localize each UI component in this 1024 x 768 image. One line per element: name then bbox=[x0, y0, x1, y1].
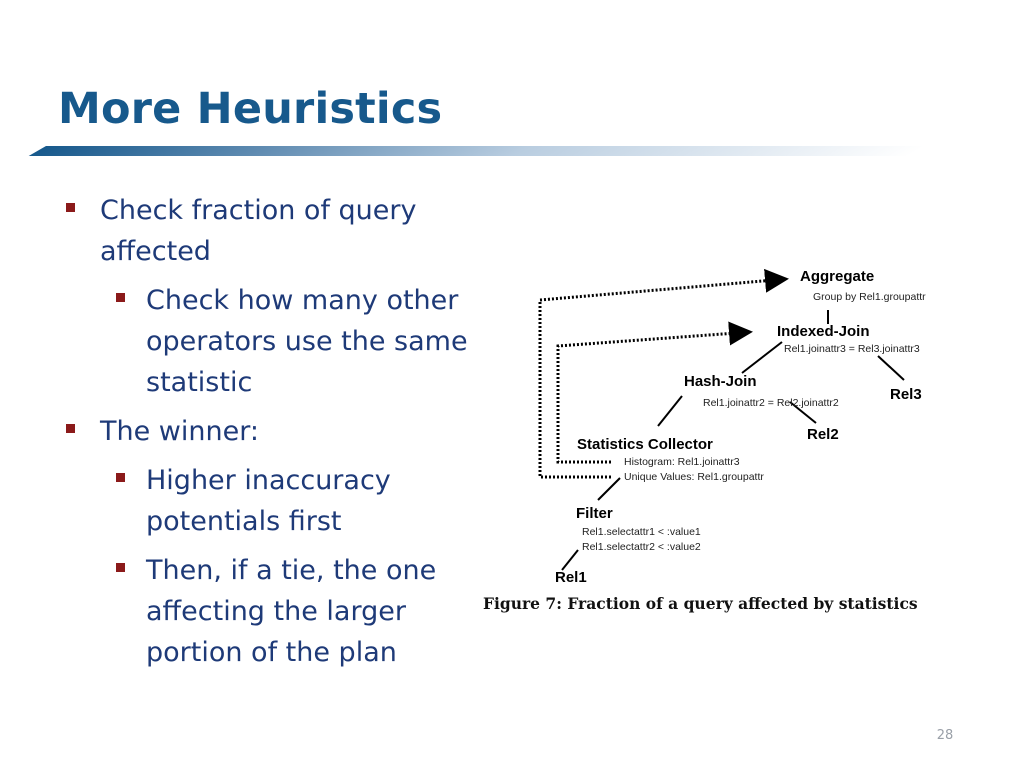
edge-filter-rel1 bbox=[562, 550, 578, 570]
square-bullet-icon bbox=[116, 563, 125, 572]
edge-stats-filter bbox=[598, 478, 620, 500]
page-number: 28 bbox=[936, 728, 954, 743]
node-indexed-join: Indexed-Join bbox=[777, 323, 870, 340]
node-rel3: Rel3 bbox=[890, 386, 922, 403]
bullet-item bbox=[64, 190, 484, 272]
sub-bullet-item bbox=[64, 280, 484, 403]
title-underline bbox=[29, 146, 926, 156]
query-plan-figure bbox=[480, 260, 1020, 620]
edge-hash-join-stats bbox=[658, 396, 682, 426]
square-bullet-icon bbox=[66, 424, 75, 433]
note-hash-join: Rel1.joinattr2 = Rel2.joinattr2 bbox=[703, 397, 839, 409]
bullet-text: Check how many other operators use the same statistic bbox=[146, 285, 468, 398]
square-bullet-icon bbox=[116, 293, 125, 302]
slide-title: More Heuristics bbox=[58, 84, 443, 134]
square-bullet-icon bbox=[116, 473, 125, 482]
bullet-item bbox=[64, 411, 484, 452]
bullet-text: The winner: bbox=[100, 416, 259, 447]
sub-bullet-item bbox=[64, 550, 484, 673]
bullet-text: Higher inaccuracy potentials first bbox=[146, 465, 391, 537]
edge-indexed-join-hash-join bbox=[742, 342, 782, 373]
figure-caption: Figure 7: Fraction of a query affected by statistics bbox=[483, 594, 918, 613]
sub-bullet-item bbox=[64, 460, 484, 542]
bullet-text: Then, if a tie, the one affecting the larger portion of the plan bbox=[146, 555, 437, 668]
note-stats-unique-values: Unique Values: Rel1.groupattr bbox=[624, 471, 764, 483]
note-aggregate: Group by Rel1.groupattr bbox=[813, 291, 926, 303]
query-plan-diagram bbox=[480, 260, 1020, 590]
node-statistics-collector: Statistics Collector bbox=[577, 436, 713, 453]
node-filter: Filter bbox=[576, 505, 613, 522]
edge-indexed-join-rel3 bbox=[878, 356, 904, 380]
bullet-list bbox=[64, 190, 484, 681]
note-filter-2: Rel1.selectattr2 < :value2 bbox=[582, 541, 701, 553]
node-aggregate: Aggregate bbox=[800, 268, 875, 285]
node-hash-join: Hash-Join bbox=[684, 373, 757, 390]
bullet-text: Check fraction of query affected bbox=[100, 195, 417, 267]
node-rel1: Rel1 bbox=[555, 569, 587, 586]
square-bullet-icon bbox=[66, 203, 75, 212]
note-stats-histogram: Histogram: Rel1.joinattr3 bbox=[624, 456, 740, 468]
note-filter-1: Rel1.selectattr1 < :value1 bbox=[582, 526, 701, 538]
node-rel2: Rel2 bbox=[807, 426, 839, 443]
note-indexed-join: Rel1.joinattr3 = Rel3.joinattr3 bbox=[784, 343, 920, 355]
